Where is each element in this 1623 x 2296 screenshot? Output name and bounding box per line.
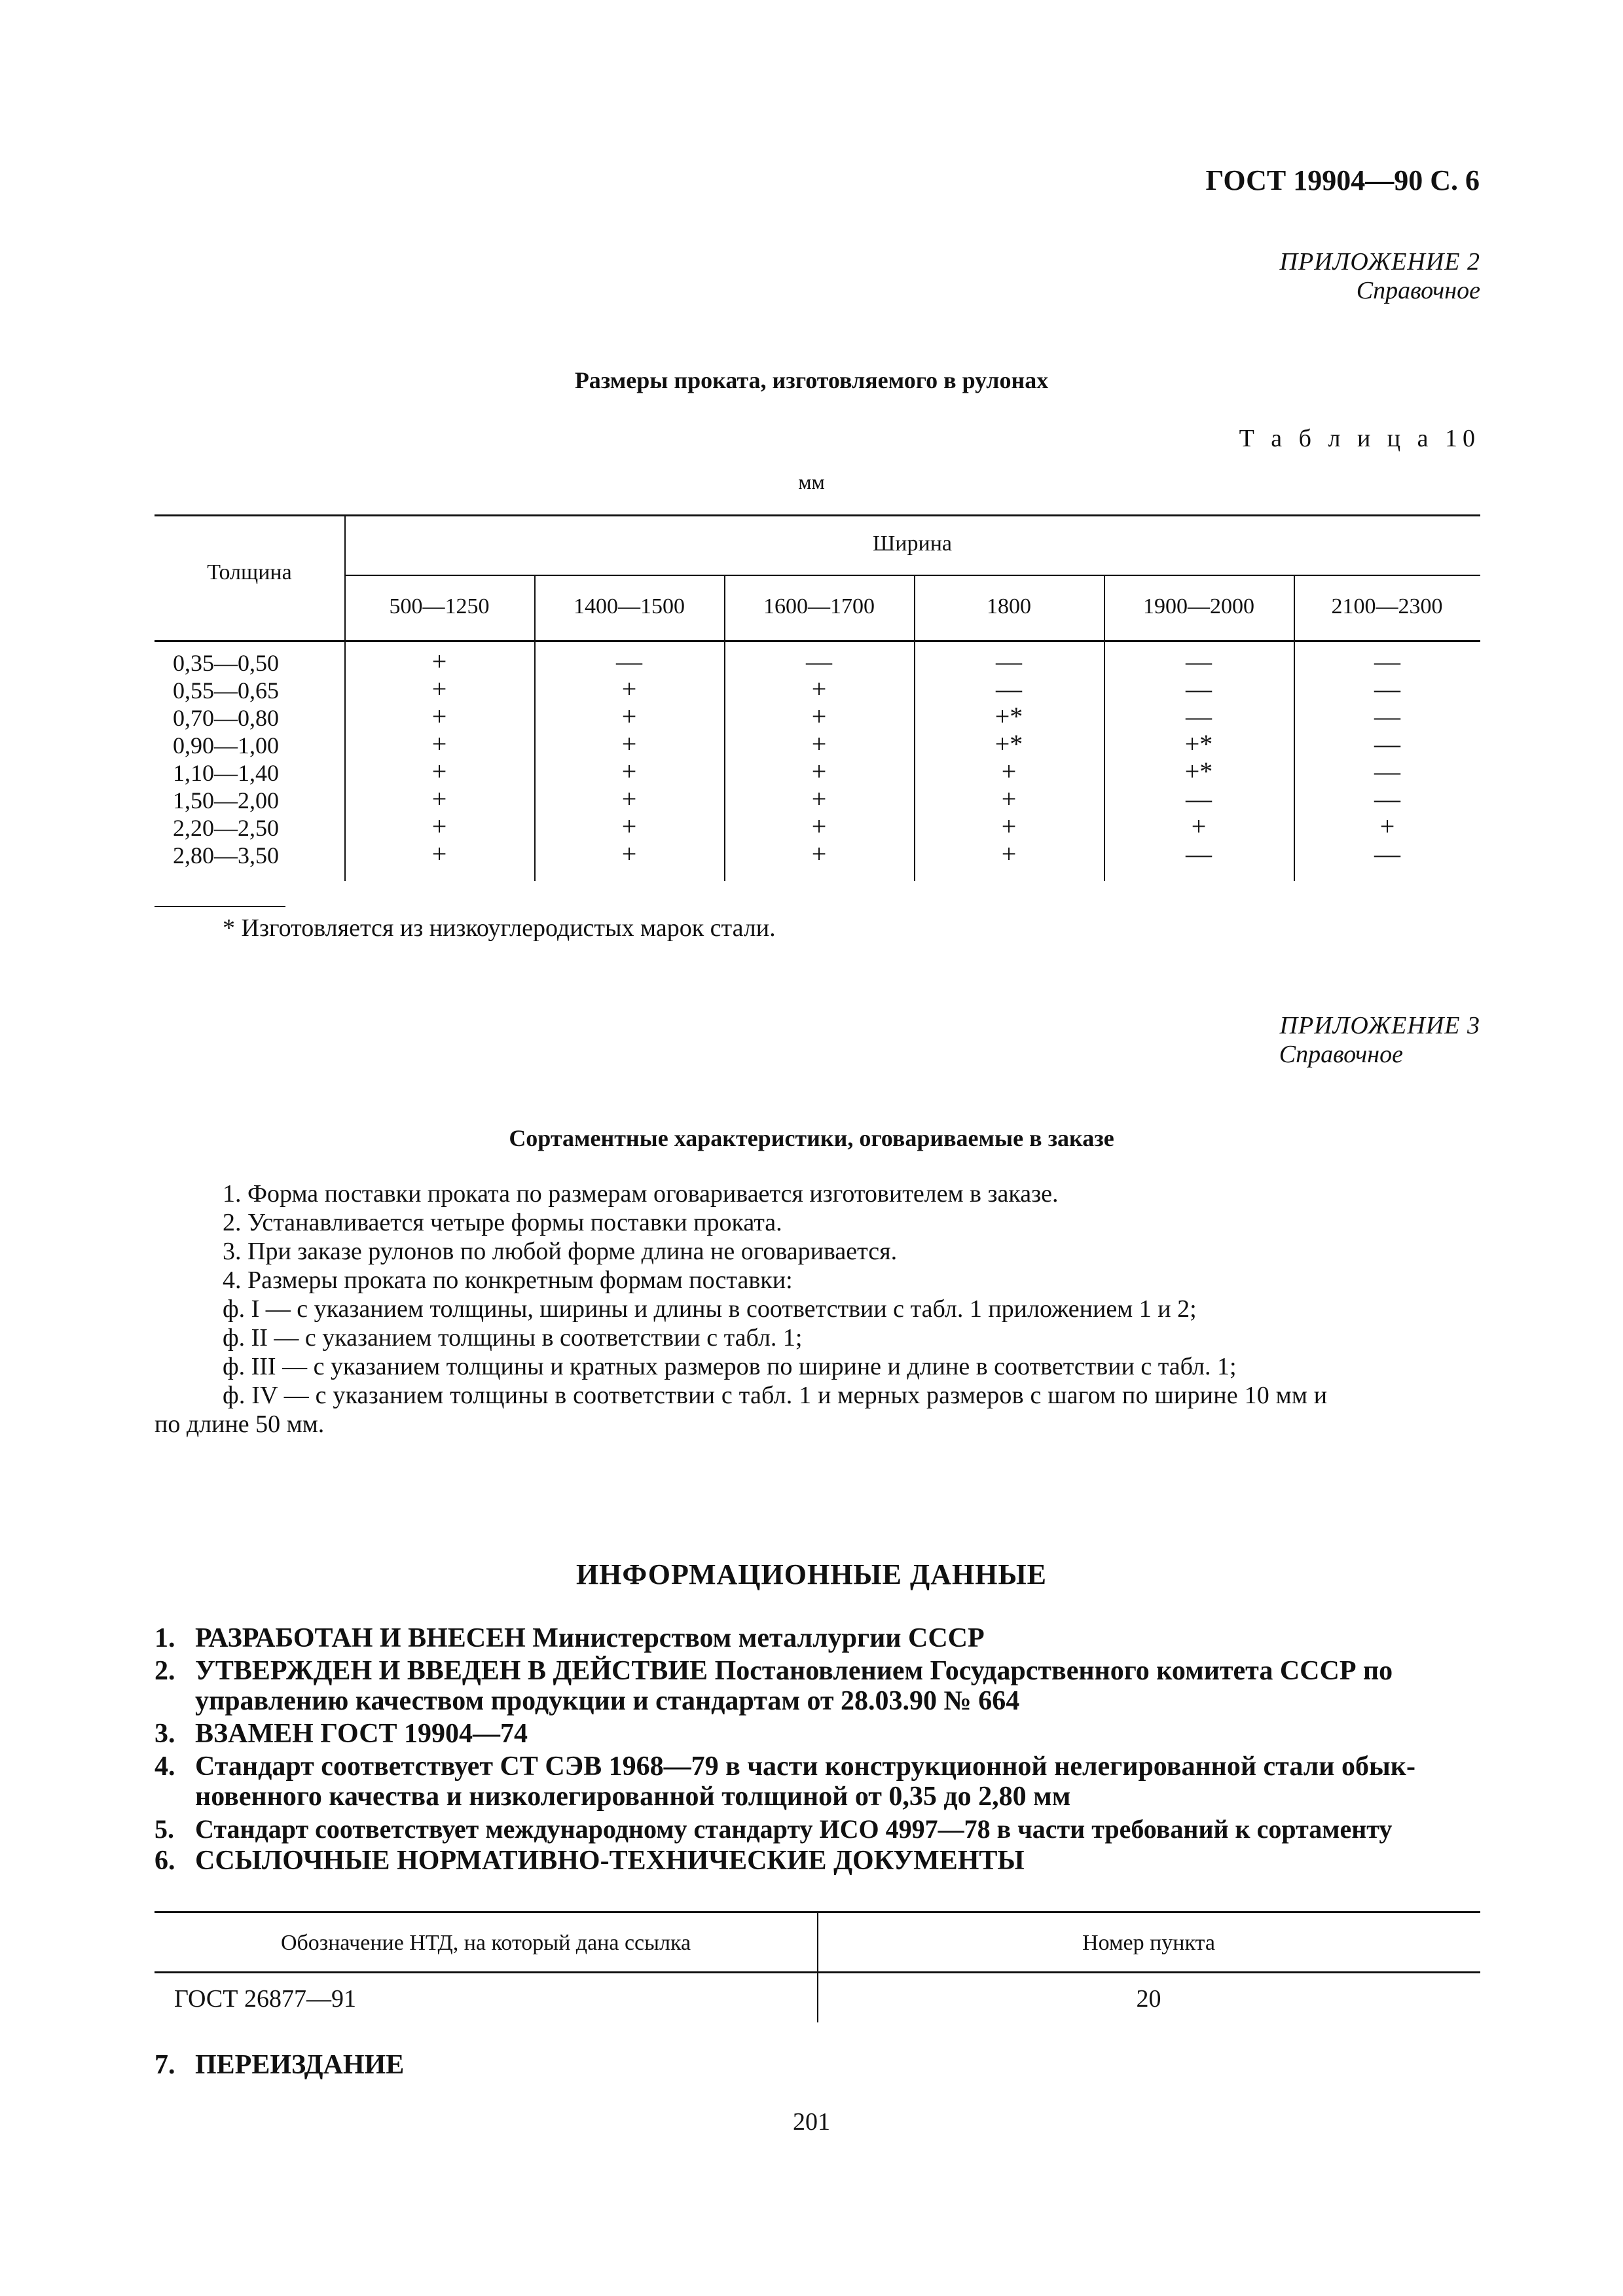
col-divider (344, 514, 346, 881)
availability-cell: + (621, 729, 637, 759)
thickness-header: Толщина (207, 560, 292, 584)
availability-cell: + (431, 647, 447, 676)
availability-cell: + (431, 674, 447, 704)
column-header: 2100—2300 (1331, 594, 1443, 619)
availability-cell: + (431, 729, 447, 759)
info-section-title: ИНФОРМАЦИОННЫЕ ДАННЫЕ (575, 1558, 1048, 1590)
availability-cell: + (431, 812, 447, 841)
availability-cell: — (1374, 729, 1400, 759)
availability-cell: + (621, 784, 637, 814)
appendix-title: ПРИЛОЖЕНИЕ 3 (1279, 1012, 1480, 1039)
item-number: 6. (155, 1846, 175, 1876)
info-item-4-continuation: новенного качества и низколегированной толщиной от 0,35 до 2,80 мм (195, 1782, 1071, 1812)
availability-cell: + (1001, 784, 1017, 814)
availability-cell: — (1374, 839, 1400, 869)
col-divider (724, 575, 725, 881)
ntd-table (155, 1911, 1480, 2029)
ntd-doc-cell: ГОСТ 26877—91 (174, 1985, 356, 2013)
availability-cell: + (1001, 757, 1017, 786)
table10 (155, 514, 1480, 881)
item-number: 1. (155, 1623, 175, 1653)
availability-cell: + (1379, 812, 1395, 841)
appendix-subtitle: Справочное (1356, 277, 1480, 304)
table10-section-title: Размеры проката, изготовляемого в рулонах (574, 367, 1049, 393)
availability-cell: + (1001, 812, 1017, 841)
info-item-4 (155, 1750, 1415, 1783)
info-item-5 (155, 1813, 1392, 1846)
thickness-cell: 0,90—1,00 (173, 732, 279, 759)
column-header: 1400—1500 (574, 594, 685, 619)
thickness-cell: 0,70—0,80 (173, 705, 279, 731)
availability-cell: + (811, 784, 827, 814)
availability-cell: — (1186, 702, 1212, 731)
availability-cell: — (1374, 784, 1400, 814)
list-item: 2. Устанавливается четыре формы поставки проката. (223, 1209, 782, 1236)
width-header-rule (344, 575, 1480, 576)
appendix-2-label (1280, 247, 1480, 305)
item-text: ПЕРЕИЗДАНИЕ (195, 2050, 405, 2080)
item-text: ВЗАМЕН ГОСТ 19904—74 (195, 1719, 528, 1749)
availability-cell: + (1191, 812, 1207, 841)
info-item-2 (155, 1655, 1393, 1687)
availability-cell: — (1374, 702, 1400, 731)
info-item-1 (155, 1622, 985, 1655)
availability-cell: — (1374, 757, 1400, 786)
footnote-rule (155, 906, 285, 907)
table10-footnote: * Изготовляется из низкоуглеродистых марок стали. (223, 914, 776, 942)
info-item-6 (155, 1844, 1025, 1877)
appendix-subtitle: Справочное (1279, 1041, 1403, 1068)
availability-cell: + (811, 729, 827, 759)
list-item: ф. IV — с указанием толщины в соответствии с табл. 1 и мерных размеров с шагом по ширине 10 мм и (223, 1382, 1328, 1409)
availability-cell: + (621, 839, 637, 869)
item-text: РАЗРАБОТАН И ВНЕСЕН Министерством металлургии СССР (195, 1623, 985, 1653)
item-number: 4. (155, 1751, 175, 1782)
availability-cell: — (996, 674, 1022, 704)
availability-cell: + (431, 784, 447, 814)
column-header: 1900—2000 (1143, 594, 1254, 619)
availability-cell: + (811, 702, 827, 731)
thickness-cell: 2,80—3,50 (173, 842, 279, 869)
thickness-cell: 1,50—2,00 (173, 787, 279, 814)
ntd-clause-cell: 20 (1136, 1985, 1161, 2013)
ntd-col1-header: Обозначение НТД, на который дана ссылка (280, 1931, 691, 1955)
item-number: 7. (155, 2050, 175, 2080)
item-number: 2. (155, 1656, 175, 1686)
item-text: ССЫЛОЧНЫЕ НОРМАТИВНО-ТЕХНИЧЕСКИЕ ДОКУМЕНТЫ (195, 1846, 1025, 1876)
availability-cell: — (1186, 647, 1212, 676)
document-header: ГОСТ 19904—90 С. 6 (1205, 164, 1480, 196)
availability-cell: — (1374, 647, 1400, 676)
column-header: 1800 (987, 594, 1031, 619)
info-item-3 (155, 1717, 528, 1750)
table10-unit: мм (798, 470, 825, 493)
availability-cell: + (431, 702, 447, 731)
appendix-3-label (1279, 1011, 1480, 1069)
availability-cell: — (1374, 674, 1400, 704)
availability-cell: — (616, 647, 642, 676)
list-item: 4. Размеры проката по конкретным формам поставки: (223, 1266, 793, 1294)
list-item: ф. I — с указанием толщины, ширины и длины в соответствии с табл. 1 приложением 1 и 2; (223, 1295, 1197, 1323)
col-divider (914, 575, 915, 881)
item-text: Стандарт соответствует международному стандарту ИСО 4997—78 в части требований к сортаменту (195, 1814, 1393, 1844)
availability-cell: + (811, 812, 827, 841)
list-item: 3. При заказе рулонов по любой форме длина не оговаривается. (223, 1238, 898, 1265)
availability-cell: + (811, 757, 827, 786)
thickness-cell: 1,10—1,40 (173, 760, 279, 786)
list-item-continuation: по длине 50 мм. (155, 1410, 325, 1438)
availability-cell: + (621, 674, 637, 704)
thickness-cell: 0,55—0,65 (173, 677, 279, 704)
availability-cell: +* (1184, 757, 1213, 786)
table-top-rule (155, 514, 1480, 516)
table-header-rule (155, 640, 1480, 642)
info-item-7 (155, 2049, 404, 2081)
availability-cell: — (1186, 784, 1212, 814)
availability-cell: + (431, 839, 447, 869)
appendix3-section-title: Сортаментные характеристики, оговариваемые в заказе (509, 1125, 1114, 1151)
column-header: 500—1250 (389, 594, 490, 619)
thickness-cell: 2,20—2,50 (173, 815, 279, 841)
width-header: Ширина (873, 531, 952, 556)
availability-cell: — (1186, 674, 1212, 704)
availability-cell: + (811, 674, 827, 704)
availability-cell: +* (1184, 729, 1213, 759)
availability-cell: + (621, 757, 637, 786)
table10-caption: Т а б л и ц а 10 (1239, 425, 1480, 452)
info-item-2-continuation: управлению качеством продукции и стандартам от 28.03.90 № 664 (195, 1686, 1020, 1716)
availability-cell: + (431, 757, 447, 786)
col-divider (1104, 575, 1105, 881)
thickness-cell: 0,35—0,50 (173, 650, 279, 676)
availability-cell: +* (994, 729, 1023, 759)
availability-cell: — (806, 647, 832, 676)
availability-cell: — (1186, 839, 1212, 869)
item-text: УТВЕРЖДЕН И ВВЕДЕН В ДЕЙСТВИЕ Постановлением Государственного комитета СССР по (195, 1656, 1393, 1686)
list-item: 1. Форма поставки проката по размерам оговаривается изготовителем в заказе. (223, 1180, 1059, 1208)
availability-cell: + (811, 839, 827, 869)
list-item: ф. III — с указанием толщины и кратных размеров по ширине и длине в соответствии с табл. 1; (223, 1353, 1237, 1380)
page-number: 201 (793, 2108, 830, 2136)
item-number: 3. (155, 1719, 175, 1749)
ntd-col2-header: Номер пункта (1082, 1931, 1215, 1955)
availability-cell: +* (994, 702, 1023, 731)
list-item: ф. II — с указанием толщины в соответствии с табл. 1; (223, 1324, 803, 1352)
availability-cell: + (1001, 839, 1017, 869)
availability-cell: + (621, 702, 637, 731)
item-number: 5. (155, 1814, 174, 1844)
appendix-title: ПРИЛОЖЕНИЕ 2 (1279, 248, 1480, 276)
col-divider (1294, 575, 1295, 881)
availability-cell: + (621, 812, 637, 841)
col-divider (534, 575, 536, 881)
column-header: 1600—1700 (763, 594, 875, 619)
availability-cell: — (996, 647, 1022, 676)
item-text: Стандарт соответствует СТ СЭВ 1968—79 в части конструкционной нелегированной стали обык- (195, 1751, 1415, 1782)
